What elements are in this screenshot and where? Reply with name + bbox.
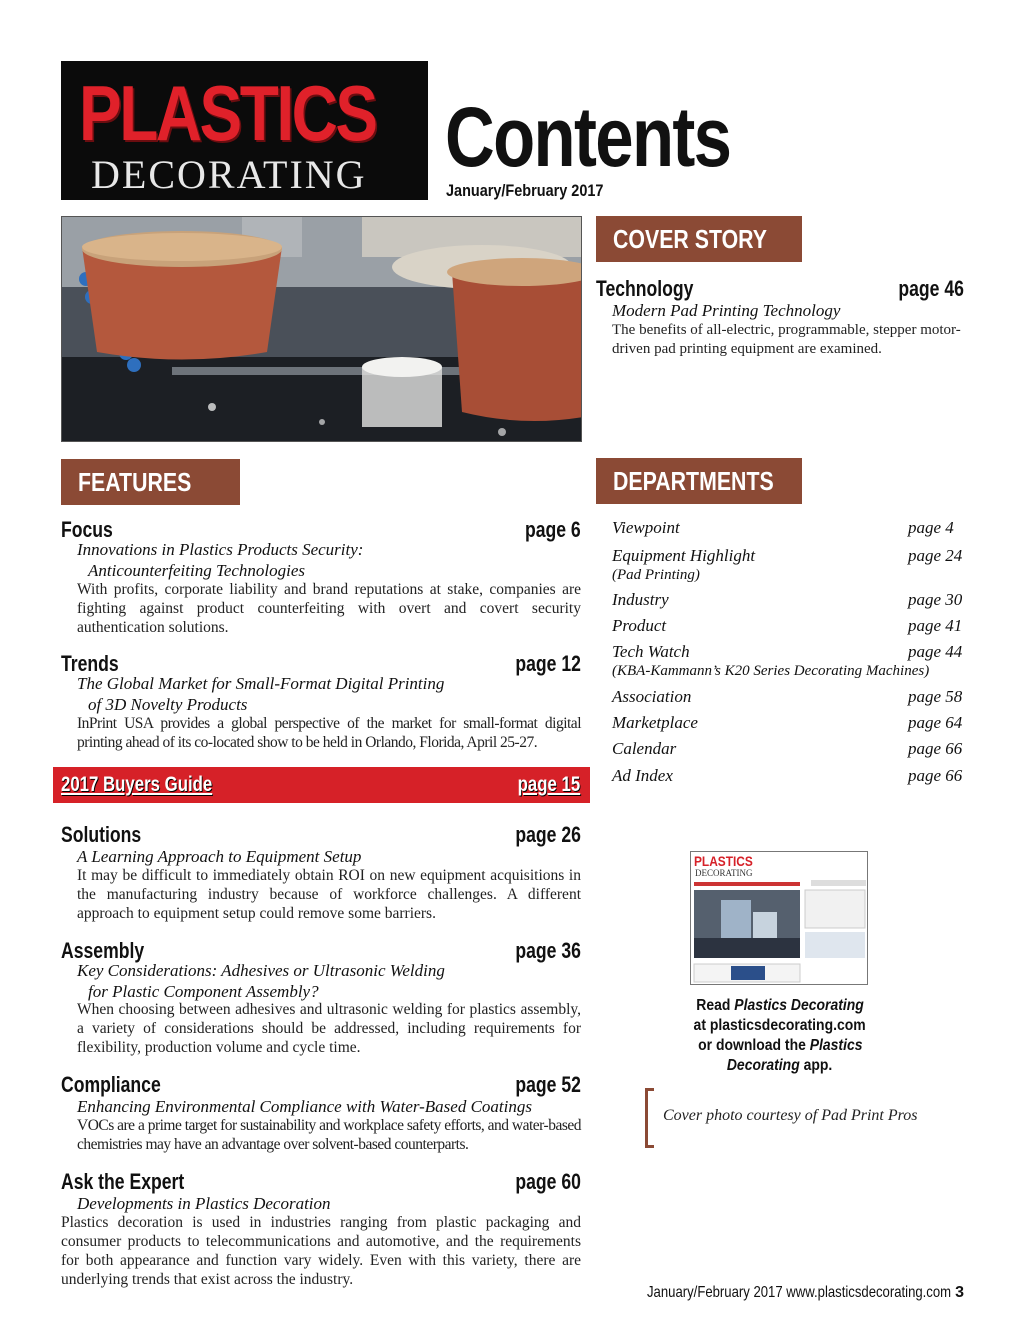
feature-page: page 36 — [515, 938, 581, 963]
cover-story-description: The benefits of all-electric, programmable, stepper motor- driven pad printing equipment are examined. — [612, 322, 961, 357]
department-name: Industry — [612, 590, 669, 609]
logo-line-decorating: DECORATING — [91, 152, 367, 197]
promo-website[interactable]: at plasticsdecorating.com — [693, 1017, 867, 1034]
website-screenshot-thumbnail[interactable] — [690, 851, 868, 985]
department-page: page 41 — [908, 616, 963, 635]
promo-magazine-part1: Plastics — [809, 1037, 863, 1054]
department-name: Association — [612, 687, 692, 706]
department-page: page 30 — [908, 590, 963, 609]
cover-story-title: Modern Pad Printing Technology — [612, 301, 841, 320]
department-page: page 24 — [908, 546, 963, 565]
department-page: page 4 — [908, 518, 954, 537]
page-footer — [647, 1282, 964, 1304]
feature-category: Focus — [61, 517, 113, 542]
features-header: FEATURES — [61, 459, 240, 505]
feature-compliance-title: Enhancing Environmental Compliance with Water-Based Coatings — [77, 1097, 532, 1116]
thumb-logo-decorating: DECORATING — [695, 868, 753, 878]
feature-solutions-heading — [61, 823, 581, 847]
feature-trends-title: The Global Market for Small-Format Digital Printing of 3D Novelty Products — [77, 674, 445, 714]
feature-category: Trends — [61, 651, 119, 676]
feature-page: page 12 — [515, 651, 581, 676]
logo-line-plastics: PLASTICS — [79, 69, 376, 157]
department-item — [612, 687, 964, 707]
department-item — [612, 590, 964, 610]
promo-magazine-part2: Decorating — [727, 1057, 801, 1074]
department-page: page 64 — [908, 713, 963, 732]
pad-printer-illustration — [62, 217, 582, 442]
buyers-guide-banner[interactable] — [53, 767, 590, 803]
cover-photo-credit: Cover photo courtesy of Pad Print Pros — [663, 1107, 918, 1124]
department-page: page 58 — [908, 687, 963, 706]
feature-category: Ask the Expert — [61, 1169, 185, 1194]
department-page: page 66 — [908, 739, 963, 758]
page-title: Contents — [445, 90, 731, 184]
department-item — [612, 546, 964, 586]
department-name: Tech Watch — [612, 642, 690, 661]
department-name: Ad Index — [612, 766, 673, 785]
department-item — [612, 739, 964, 759]
feature-compliance-heading — [61, 1073, 581, 1097]
department-item — [612, 616, 964, 636]
cover-photo — [61, 216, 582, 442]
department-page: page 44 — [908, 642, 963, 661]
feature-category: Compliance — [61, 1072, 161, 1097]
buyers-guide-page[interactable]: page 15 — [517, 773, 580, 796]
feature-focus-title: Innovations in Plastics Products Security: Anticounterfeiting Technologies — [77, 540, 364, 580]
feature-focus-description: With profits, corporate liability and brand reputations at stake, companies are fighting against product counterfeiting with overt and covert security authentication solutions. — [77, 581, 581, 636]
thumb-logo-plastics: PLASTICS — [694, 853, 753, 869]
department-name: Product — [612, 616, 667, 635]
feature-solutions-title: A Learning Approach to Equipment Setup — [77, 847, 362, 866]
department-subtitle: (KBA-Kammann’s K20 Series Decorating Machines) — [612, 663, 930, 679]
department-name: Calendar — [612, 739, 677, 758]
department-page: page 66 — [908, 766, 963, 785]
feature-solutions-description: It may be difficult to immediately obtain ROI on new equipment acquisitions in the manufacturing industry because of workforce challenges. A different approach to equipment setup could remove some barriers. — [77, 867, 581, 922]
thumb-page-illustration — [691, 852, 868, 985]
department-name: Viewpoint — [612, 518, 680, 537]
feature-ask-the-expert-title: Developments in Plastics Decoration — [77, 1194, 331, 1213]
department-item — [612, 713, 964, 733]
department-item — [612, 642, 964, 682]
departments-header: DEPARTMENTS — [596, 458, 802, 504]
cover-story-category: Technology — [596, 276, 694, 301]
feature-compliance-description: VOCs are a prime target for sustainability and workplace safety efforts, and water-based chemistries may have an advantage over solvent-based counterparts. — [77, 1117, 581, 1153]
feature-assembly-title: Key Considerations: Adhesives or Ultrasonic Welding for Plastic Component Assembly? — [77, 961, 445, 1001]
department-name: Marketplace — [612, 713, 698, 732]
department-item — [612, 518, 964, 538]
promo-app-word: app. — [804, 1057, 833, 1074]
department-item — [612, 766, 964, 786]
feature-category: Solutions — [61, 822, 142, 847]
feature-page: page 6 — [525, 517, 581, 542]
feature-ask-the-expert-heading — [61, 1170, 581, 1194]
department-subtitle: (Pad Printing) — [612, 567, 700, 583]
cover-story-page: page 46 — [898, 276, 964, 301]
department-name: Equipment Highlight — [612, 546, 756, 565]
feature-ask-the-expert-description: Plastics decoration is used in industries ranging from plastic packaging and consumer products to telecommunications and automotive, and the requirements for both appearance and function vary widely. Even with this variety, there are underlying trends that exist across the industry. — [61, 1214, 581, 1288]
cover-story-header: COVER STORY — [596, 216, 802, 262]
magazine-logo — [61, 61, 428, 200]
buyers-guide-label[interactable]: 2017 Buyers Guide — [61, 773, 213, 796]
cover-story-heading — [596, 277, 964, 301]
page-number: 3 — [955, 1284, 964, 1301]
promo-magazine-name: Plastics Decorating — [734, 997, 864, 1014]
feature-page: page 52 — [515, 1072, 581, 1097]
issue-date: January/February 2017 — [446, 181, 604, 200]
credit-bracket — [645, 1088, 654, 1148]
feature-category: Assembly — [61, 938, 145, 963]
feature-trends-description: InPrint USA provides a global perspective of the market for small-format digital printing ahead of its co-located show to be held in Orlando, Florida, April 25-27. — [77, 715, 581, 751]
promo-read: Read — [696, 997, 731, 1014]
promo-download-text: or download the — [697, 1037, 806, 1054]
feature-page: page 26 — [515, 822, 581, 847]
app-promo-text — [640, 996, 920, 1076]
feature-page: page 60 — [515, 1169, 581, 1194]
footer-text: January/February 2017 www.plasticsdecorating.com — [647, 1284, 952, 1301]
feature-assembly-description: When choosing between adhesives and ultrasonic welding for plastics assembly, a variety of considerations should be addressed, including requirements for flexibility, production volume and cycle time. — [77, 1001, 581, 1056]
